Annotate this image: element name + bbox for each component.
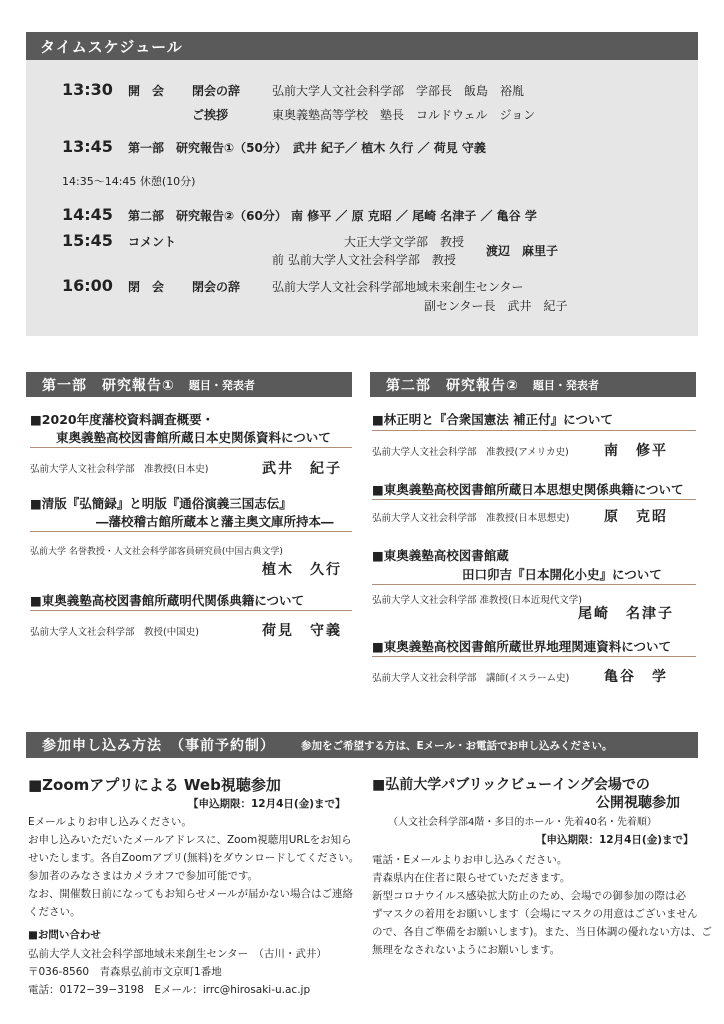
- pv-title-1: ■弘前大学パブリックビューイング会場での: [372, 777, 650, 793]
- p1-item2-aff: 弘前大学 名誉教授・人文社会科学部客員研究員(中国古典文学): [30, 547, 283, 557]
- divider: [372, 584, 696, 585]
- zoom-line: お申し込みいただいたメールアドレスに、Zoom視聴用URLをお知ら: [28, 834, 352, 846]
- p2-item2-title: ■東奥義塾高校図書館所蔵日本思想史関係典籍について: [372, 482, 684, 497]
- part1-header: [26, 372, 352, 397]
- divider: [30, 610, 352, 611]
- part1-title: 第一部 研究報告①: [42, 377, 175, 394]
- contact-line: 〒036-8560 青森県弘前市文京町1番地: [28, 966, 222, 978]
- greeting-speaker: 東奥義塾高等学校 塾長 コルドウェル ジョン: [272, 108, 536, 122]
- zoom-line: Eメールよりお申し込みください。: [28, 816, 192, 828]
- part-comment: コメント: [128, 235, 177, 249]
- p1-item2-name: 植木 久行: [262, 562, 342, 578]
- comment-aff-2: 前 弘前大学人文社会科学部 教授: [272, 253, 456, 267]
- p2-item3-name: 尾崎 名津子: [578, 606, 674, 622]
- part1-schedule: 第一部 研究報告①（50分） 武井 紀子／ 植木 久行 ／ 荷見 守義: [128, 141, 486, 155]
- break-text: 14:35〜14:45 休憩(10分): [62, 175, 196, 188]
- p1-item3-name: 荷見 守義: [262, 623, 342, 639]
- contact-line: 電話：0172−39−3198 Eメール：irrc@hirosaki-u.ac.jp: [28, 984, 311, 996]
- zoom-title: ■Zoomアプリによる Web視聴参加: [28, 776, 281, 794]
- comment-aff-1: 大正大学文学部 教授: [344, 235, 465, 249]
- opening-speaker: 弘前大学人文社会科学部 学部長 飯島 裕胤: [272, 84, 525, 98]
- p2-item2-aff: 弘前大学人文社会科学部 准教授(日本思想史): [372, 513, 570, 524]
- apply-header: [26, 732, 698, 758]
- part-open: 開 会: [128, 84, 165, 98]
- comment-name: 渡辺 麻里子: [486, 244, 559, 258]
- label-opening: 閉会の辞: [192, 84, 241, 98]
- p1-item1-name: 武井 紀子: [262, 461, 342, 477]
- pv-line: ずマスクの着用をお願いします（会場にマスクの用意はございません: [372, 908, 698, 920]
- p1-item1-title: ■2020年度藩校資料調査概要・: [30, 412, 215, 427]
- pv-body: [372, 851, 712, 959]
- p1-item3-title: ■東奥義塾高校図書館所蔵明代関係典籍について: [30, 593, 305, 608]
- zoom-line: せいたします。各自Zoomアプリ(無料)をダウンロードしてください。: [28, 852, 360, 864]
- contact-body: [28, 945, 327, 999]
- pv-line: 無理をなされないようにお願いします。: [372, 944, 561, 956]
- part1-subtitle: 題目・発表者: [188, 378, 255, 392]
- part2-title: 第二部 研究報告②: [386, 377, 519, 394]
- pv-line: 新型コロナウイルス感染拡大防止のため、会場での御参加の際は必: [372, 890, 686, 902]
- schedule-title: タイムスケジュール: [40, 37, 183, 56]
- p2-item3-title2: 田口卯吉『日本開化小史』について: [462, 567, 662, 582]
- closing-name: 副センター長 武井 紀子: [424, 299, 568, 313]
- contact-line: 弘前大学人文社会科学部地域未来創生センター （古川・武井）: [28, 948, 327, 960]
- p1-item1-aff: 弘前大学人文社会科学部 准教授(日本史): [30, 464, 209, 475]
- pv-title-2: 公開視聴参加: [596, 795, 680, 811]
- pv-line: ので、各自ご準備をお願いします)。また、当日体調の優れない方は、ご: [372, 926, 712, 938]
- pv-line: 青森県内在住者に限らせていただきます。: [372, 872, 571, 884]
- divider: [30, 447, 352, 448]
- time-1545: 15:45: [62, 231, 113, 250]
- label-closing: 閉会の辞: [192, 280, 241, 294]
- p1-item1-title2: 東奥義塾高校図書館所蔵日本史関係資料について: [56, 430, 331, 445]
- pv-line: 電話・Eメールよりお申し込みください。: [372, 854, 568, 866]
- p2-item4-name: 亀谷 学: [604, 669, 668, 685]
- p2-item3-title: ■東奥義塾高校図書館蔵: [372, 548, 509, 563]
- divider: [372, 656, 696, 657]
- time-1330: 13:30: [62, 80, 113, 99]
- schedule-header: [26, 32, 698, 60]
- part2-header: [370, 372, 696, 397]
- part2-subtitle: 題目・発表者: [532, 378, 599, 392]
- p2-item1-aff: 弘前大学人文社会科学部 准教授(アメリカ史): [372, 447, 569, 458]
- p1-item2-title2: ―藩校稽古館所蔵本と藩主奥文庫所持本―: [96, 514, 334, 529]
- time-1445: 14:45: [62, 205, 113, 224]
- label-greeting: ご挨拶: [192, 108, 229, 122]
- zoom-body: [28, 813, 359, 921]
- zoom-line: なお、開催数日前になってもお知らせメールが届かない場合はご連絡: [28, 888, 353, 900]
- divider: [30, 531, 352, 532]
- p2-item2-name: 原 克昭: [604, 509, 668, 525]
- part2-schedule: 第二部 研究報告②（60分） 南 修平 ／ 原 克昭 ／ 尾崎 名津子 ／ 亀谷 学: [128, 209, 537, 223]
- p2-item1-title: ■林正明と『合衆国憲法 補正付』について: [372, 412, 613, 427]
- p1-item2-title: ■清版『弘簡録』と明版『通俗演義三国志伝』: [30, 496, 292, 511]
- apply-title: 参加申し込み方法 （事前予約制）: [42, 738, 275, 754]
- time-1600: 16:00: [62, 276, 113, 295]
- p2-item4-title: ■東奥義塾高校図書館所蔵世界地理関連資料について: [372, 639, 672, 654]
- p2-item4-aff: 弘前大学人文社会科学部 講師(イスラーム史): [372, 673, 570, 684]
- part-close: 閉 会: [128, 280, 165, 294]
- closing-aff: 弘前大学人文社会科学部地域未来創生センター: [272, 280, 524, 294]
- apply-note: 参加をご希望する方は、Eメール・お電話でお申し込みください。: [301, 739, 613, 752]
- divider: [372, 430, 696, 431]
- time-1345: 13:45: [62, 137, 113, 156]
- p2-item1-name: 南 修平: [604, 443, 668, 459]
- pv-venue: （人文社会科学部4階・多目的ホール・先着40名・先着順）: [388, 817, 657, 828]
- p1-item3-aff: 弘前大学人文社会科学部 教授(中国史): [30, 627, 199, 638]
- contact-title: ■お問い合わせ: [28, 929, 101, 941]
- divider: [372, 499, 696, 500]
- p2-item3-aff: 弘前大学人文社会科学部 准教授(日本近現代文学): [372, 595, 582, 606]
- pv-deadline: 【申込期限：12月4日(金)まで】: [536, 834, 694, 846]
- zoom-deadline: 【申込期限：12月4日(金)まで】: [188, 798, 346, 810]
- zoom-line: 参加者のみなさまはカメラオフで参加可能です。: [28, 870, 259, 882]
- zoom-line: ください。: [28, 906, 81, 918]
